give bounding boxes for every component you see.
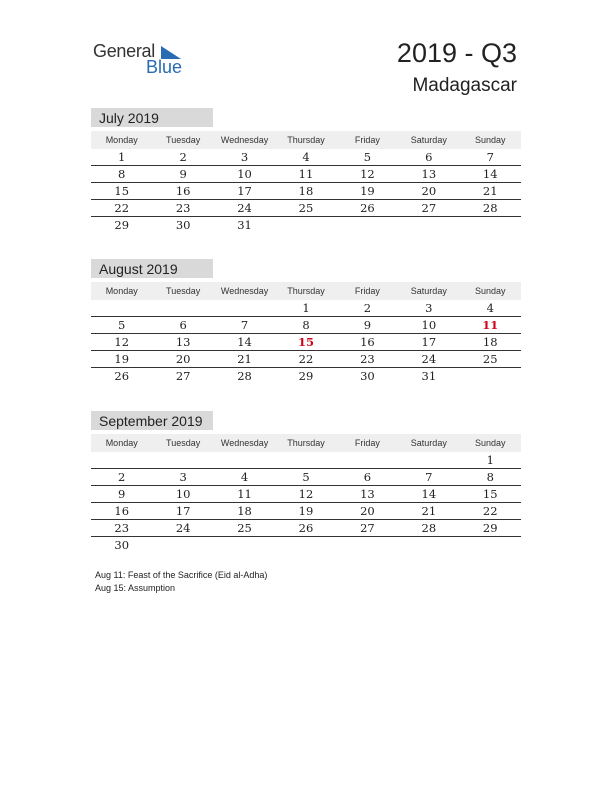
day-cell: 9 xyxy=(179,167,187,181)
day-cell: 1 xyxy=(302,301,310,315)
week-row xyxy=(91,183,521,200)
day-cell: 3 xyxy=(425,301,433,315)
weekday-label: Saturday xyxy=(410,438,447,448)
day-cell: 15 xyxy=(482,487,498,501)
country-name: Madagascar xyxy=(412,75,517,96)
day-cell: 20 xyxy=(175,352,191,366)
weekday-label: Tuesday xyxy=(166,135,201,145)
day-cell: 23 xyxy=(175,201,191,215)
weekday-label: Wednesday xyxy=(220,438,269,448)
day-cell: 21 xyxy=(237,352,252,366)
day-cell: 20 xyxy=(421,184,437,198)
week-row xyxy=(91,149,521,166)
month-block-july xyxy=(91,108,521,233)
holiday-day-cell: 15 xyxy=(297,335,314,349)
day-cell: 28 xyxy=(421,521,437,535)
day-cell: 31 xyxy=(237,218,252,232)
day-cell: 4 xyxy=(486,301,494,315)
generalblue-logo xyxy=(93,41,203,81)
week-row xyxy=(91,503,521,520)
day-cell: 2 xyxy=(179,150,187,164)
day-cell: 20 xyxy=(360,504,375,518)
day-cell: 23 xyxy=(114,521,130,535)
week-row xyxy=(91,452,521,469)
holiday-day-cell: 11 xyxy=(482,318,499,332)
day-cell: 6 xyxy=(179,318,187,332)
weekday-label: Sunday xyxy=(474,286,506,296)
day-cell: 28 xyxy=(237,369,252,383)
day-cell: 1 xyxy=(486,453,494,467)
day-cell: 9 xyxy=(118,487,126,501)
holiday-note: Aug 11: Feast of the Sacrifice (Eid al-Adha) xyxy=(95,570,268,580)
weekday-label: Saturday xyxy=(410,135,447,145)
weekday-header-row xyxy=(91,131,521,149)
day-cell: 8 xyxy=(486,470,494,484)
month-title: August 2019 xyxy=(91,259,213,278)
day-cell: 4 xyxy=(240,470,249,484)
day-cell: 9 xyxy=(363,318,372,332)
month-title: July 2019 xyxy=(91,108,213,127)
day-cell: 12 xyxy=(114,335,130,349)
week-row xyxy=(91,520,521,537)
week-row xyxy=(91,166,521,183)
week-row xyxy=(91,317,521,334)
weekday-header-row xyxy=(91,434,521,452)
day-cell: 24 xyxy=(175,521,191,535)
weekday-label: Tuesday xyxy=(166,286,201,296)
day-cell: 17 xyxy=(237,184,252,198)
day-cell: 21 xyxy=(421,504,437,518)
day-cell: 19 xyxy=(360,184,375,198)
day-cell: 13 xyxy=(175,335,191,349)
weekday-label: Friday xyxy=(354,438,380,448)
day-cell: 4 xyxy=(302,150,310,164)
day-cell: 10 xyxy=(237,167,252,181)
day-cell: 30 xyxy=(360,369,375,383)
weekday-label: Sunday xyxy=(474,438,506,448)
weekday-label: Friday xyxy=(354,286,380,296)
day-cell: 14 xyxy=(237,335,252,349)
month-block-september xyxy=(91,411,521,553)
day-cell: 24 xyxy=(421,352,437,366)
day-cell: 15 xyxy=(114,184,130,198)
day-cell: 22 xyxy=(114,201,130,215)
day-cell: 29 xyxy=(114,218,130,232)
day-cell: 19 xyxy=(114,352,130,366)
week-row xyxy=(91,368,521,384)
day-cell: 30 xyxy=(175,218,191,232)
weekday-label: Tuesday xyxy=(166,438,201,448)
page-title: 2019 - Q3 xyxy=(396,38,517,68)
day-cell: 22 xyxy=(298,352,314,366)
day-cell: 17 xyxy=(421,335,437,349)
week-row xyxy=(91,351,521,368)
day-cell: 26 xyxy=(114,369,130,383)
day-cell: 29 xyxy=(482,521,498,535)
day-cell: 5 xyxy=(302,470,310,484)
day-cell: 2 xyxy=(363,301,372,315)
week-row xyxy=(91,486,521,503)
weekday-label: Monday xyxy=(105,438,138,448)
day-cell: 7 xyxy=(486,150,494,164)
day-cell: 28 xyxy=(482,201,498,215)
weekday-label: Monday xyxy=(105,286,138,296)
week-row xyxy=(91,537,521,553)
weekday-label: Thursday xyxy=(287,135,325,145)
week-row xyxy=(91,469,521,486)
day-cell: 31 xyxy=(421,369,437,383)
day-cell: 8 xyxy=(118,167,126,181)
day-cell: 7 xyxy=(240,318,249,332)
day-cell: 27 xyxy=(175,369,191,383)
week-row xyxy=(91,200,521,217)
month-block-august xyxy=(91,259,521,384)
day-cell: 25 xyxy=(237,521,252,535)
holiday-note: Aug 15: Assumption xyxy=(95,583,176,593)
day-cell: 16 xyxy=(175,184,191,198)
day-cell: 13 xyxy=(421,167,437,181)
weekday-label: Monday xyxy=(105,135,138,145)
day-cell: 13 xyxy=(360,487,375,501)
day-cell: 16 xyxy=(360,335,375,349)
day-cell: 11 xyxy=(237,487,252,501)
day-cell: 2 xyxy=(118,470,126,484)
day-cell: 19 xyxy=(298,504,314,518)
day-cell: 18 xyxy=(237,504,252,518)
weekday-label: Thursday xyxy=(287,438,325,448)
day-cell: 1 xyxy=(118,150,126,164)
week-row xyxy=(91,334,521,351)
weekday-label: Wednesday xyxy=(220,286,269,296)
day-cell: 10 xyxy=(421,318,437,332)
logo-text-general: General xyxy=(93,41,155,61)
weekday-label: Wednesday xyxy=(220,135,269,145)
day-cell: 12 xyxy=(298,487,314,501)
day-cell: 30 xyxy=(114,538,130,552)
day-cell: 18 xyxy=(298,184,314,198)
day-cell: 25 xyxy=(298,201,314,215)
day-cell: 5 xyxy=(363,150,372,164)
day-cell: 24 xyxy=(237,201,252,215)
day-cell: 7 xyxy=(425,470,433,484)
day-cell: 29 xyxy=(298,369,314,383)
day-cell: 6 xyxy=(425,150,433,164)
day-cell: 26 xyxy=(298,521,314,535)
weekday-label: Sunday xyxy=(474,135,506,145)
week-row xyxy=(91,217,521,233)
weekday-header-row xyxy=(91,282,521,300)
month-title: September 2019 xyxy=(91,411,213,430)
day-cell: 3 xyxy=(179,470,187,484)
day-cell: 8 xyxy=(302,318,310,332)
day-cell: 17 xyxy=(175,504,191,518)
day-cell: 5 xyxy=(118,318,126,332)
day-cell: 12 xyxy=(360,167,375,181)
day-cell: 11 xyxy=(298,167,314,181)
day-cell: 25 xyxy=(482,352,498,366)
holiday-notes xyxy=(95,569,267,595)
day-cell: 16 xyxy=(114,504,130,518)
day-cell: 27 xyxy=(360,521,375,535)
day-cell: 27 xyxy=(421,201,437,215)
week-row xyxy=(91,300,521,317)
day-cell: 14 xyxy=(421,487,437,501)
day-cell: 3 xyxy=(240,150,249,164)
day-cell: 26 xyxy=(360,201,375,215)
day-cell: 14 xyxy=(482,167,498,181)
day-cell: 21 xyxy=(482,184,498,198)
day-cell: 18 xyxy=(482,335,498,349)
day-cell: 10 xyxy=(175,487,191,501)
logo-text-blue: Blue xyxy=(146,57,183,77)
day-cell: 22 xyxy=(482,504,498,518)
weekday-label: Thursday xyxy=(287,286,325,296)
day-cell: 6 xyxy=(363,470,372,484)
day-cell: 23 xyxy=(360,352,375,366)
weekday-label: Saturday xyxy=(410,286,447,296)
weekday-label: Friday xyxy=(354,135,380,145)
